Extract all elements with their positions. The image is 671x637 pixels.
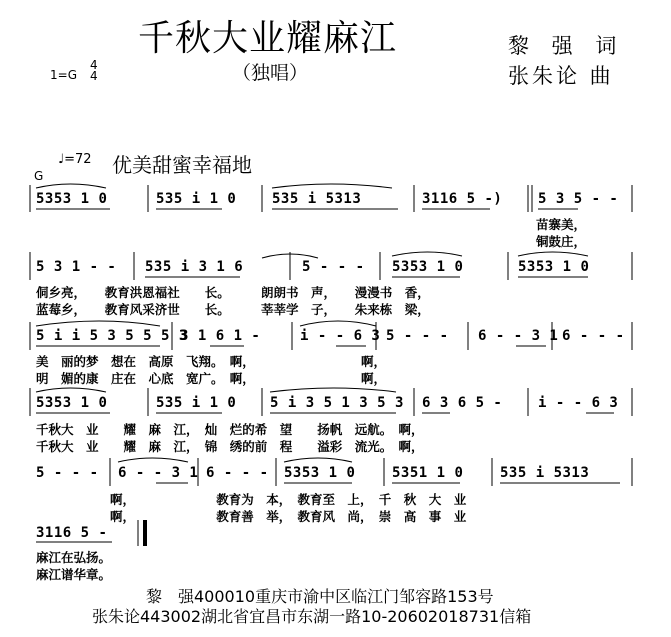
measure: 5353 1 0 (36, 395, 108, 411)
measure: 5 - - - (302, 259, 365, 275)
measure: 6 - - 3 1 (118, 465, 199, 481)
measure: 6 - - - (562, 328, 625, 344)
tempo-marking: ♩=72 (58, 152, 92, 167)
slur (300, 321, 376, 326)
song-title: 千秋大业耀麻江 (138, 18, 398, 59)
measure: 3116 5 - (36, 525, 108, 541)
measure: 5353 1 0 (518, 259, 590, 275)
measure: 5 - - - (36, 465, 99, 481)
lyricist-credit: 黎 强 词 (508, 34, 625, 58)
lyric-line: 明 媚的康 庄在 心底 宽广。 啊， 啊， (36, 371, 387, 386)
lyric-line: 千秋大 业 耀 麻 江， 灿 烂的希 望 扬帆 远航。 啊， (36, 422, 424, 437)
slur (36, 388, 106, 392)
measure: 535 i 1 0 (156, 395, 237, 411)
measure: 6 - - 3 1 (478, 328, 559, 344)
expression-marking: 优美甜蜜幸福地 (112, 153, 252, 177)
clef-mark: G (34, 169, 44, 183)
slur (518, 252, 588, 256)
measure: 5 - - - (386, 328, 449, 344)
measure: 5353 1 0 (392, 259, 464, 275)
lyric-line: 啊， 教育为 本， 教育至 上， 千 秋 大 业 (110, 492, 467, 507)
song-subtitle: （独唱） (232, 62, 309, 84)
lyric-line: 麻江在弘扬。 (36, 550, 112, 565)
slur (118, 458, 188, 462)
slur (392, 252, 462, 256)
lyric-line: 千秋大 业 耀 麻 江， 锦 绣的前 程 溢彩 流光。 啊， (36, 439, 424, 454)
measure: i - - 6 3 (538, 395, 619, 411)
measure: 535 i 5313 (272, 191, 362, 207)
composer-credit: 张朱论 曲 (508, 64, 614, 88)
measure: 6 - - - (206, 465, 269, 481)
lyric-line: 蓝莓乡， 教育风采济世 长。 莘莘学 子， 朱来栋 梁， (36, 302, 430, 317)
measure: 5353 1 0 (36, 191, 108, 207)
time-signature-top: 4 (90, 58, 98, 72)
measure: 6 3 6 5 - (422, 395, 503, 411)
slur (284, 458, 352, 462)
measure: 5 i i 5 3 5 5 5 3 (36, 328, 188, 344)
measure: 5351 1 0 (392, 465, 464, 481)
measure: i - - 6 3 (300, 328, 381, 344)
measure: 5 i 3 5 1 3 5 3 (270, 395, 404, 411)
lyric-line: 铜鼓庄， (536, 234, 587, 249)
slur (36, 184, 106, 188)
lyricist-address: 黎 强400010重庆市渝中区临江门邹容路153号 (146, 587, 494, 606)
time-signature-bottom: 4 (90, 69, 98, 83)
slur (272, 184, 392, 188)
lyric-line: 苗寨美， (536, 217, 587, 232)
key-signature: 1=G (50, 68, 77, 82)
lyric-line: 啊， 教育善 举， 教育风 尚， 崇 高 事 业 (110, 509, 467, 524)
measure: 5 3 1 - - (36, 259, 117, 275)
measure: 3116 5 -) (422, 191, 503, 207)
composer-address: 张朱论443002湖北省宜昌市东湖一路10-20602018731信箱 (92, 607, 532, 626)
measure: 3 1 6 1 - (180, 328, 261, 344)
measure: 5 3 5 - - (538, 191, 619, 207)
lyric-line: 美 丽的梦 想在 高原 飞翔。 啊， 啊， (36, 354, 387, 369)
measure: 5353 1 0 (284, 465, 356, 481)
measure: 535 i 3 1 6 (145, 259, 244, 275)
measure: 535 i 5313 (500, 465, 590, 481)
lyric-line: 侗乡亮， 教育洪恩福社 长。 朗朗书 声， 漫漫书 香， (36, 285, 430, 300)
slur (36, 321, 160, 326)
lyric-line: 麻江谱华章。 (36, 567, 112, 582)
measure: 535 i 1 0 (156, 191, 237, 207)
slur (270, 388, 396, 392)
